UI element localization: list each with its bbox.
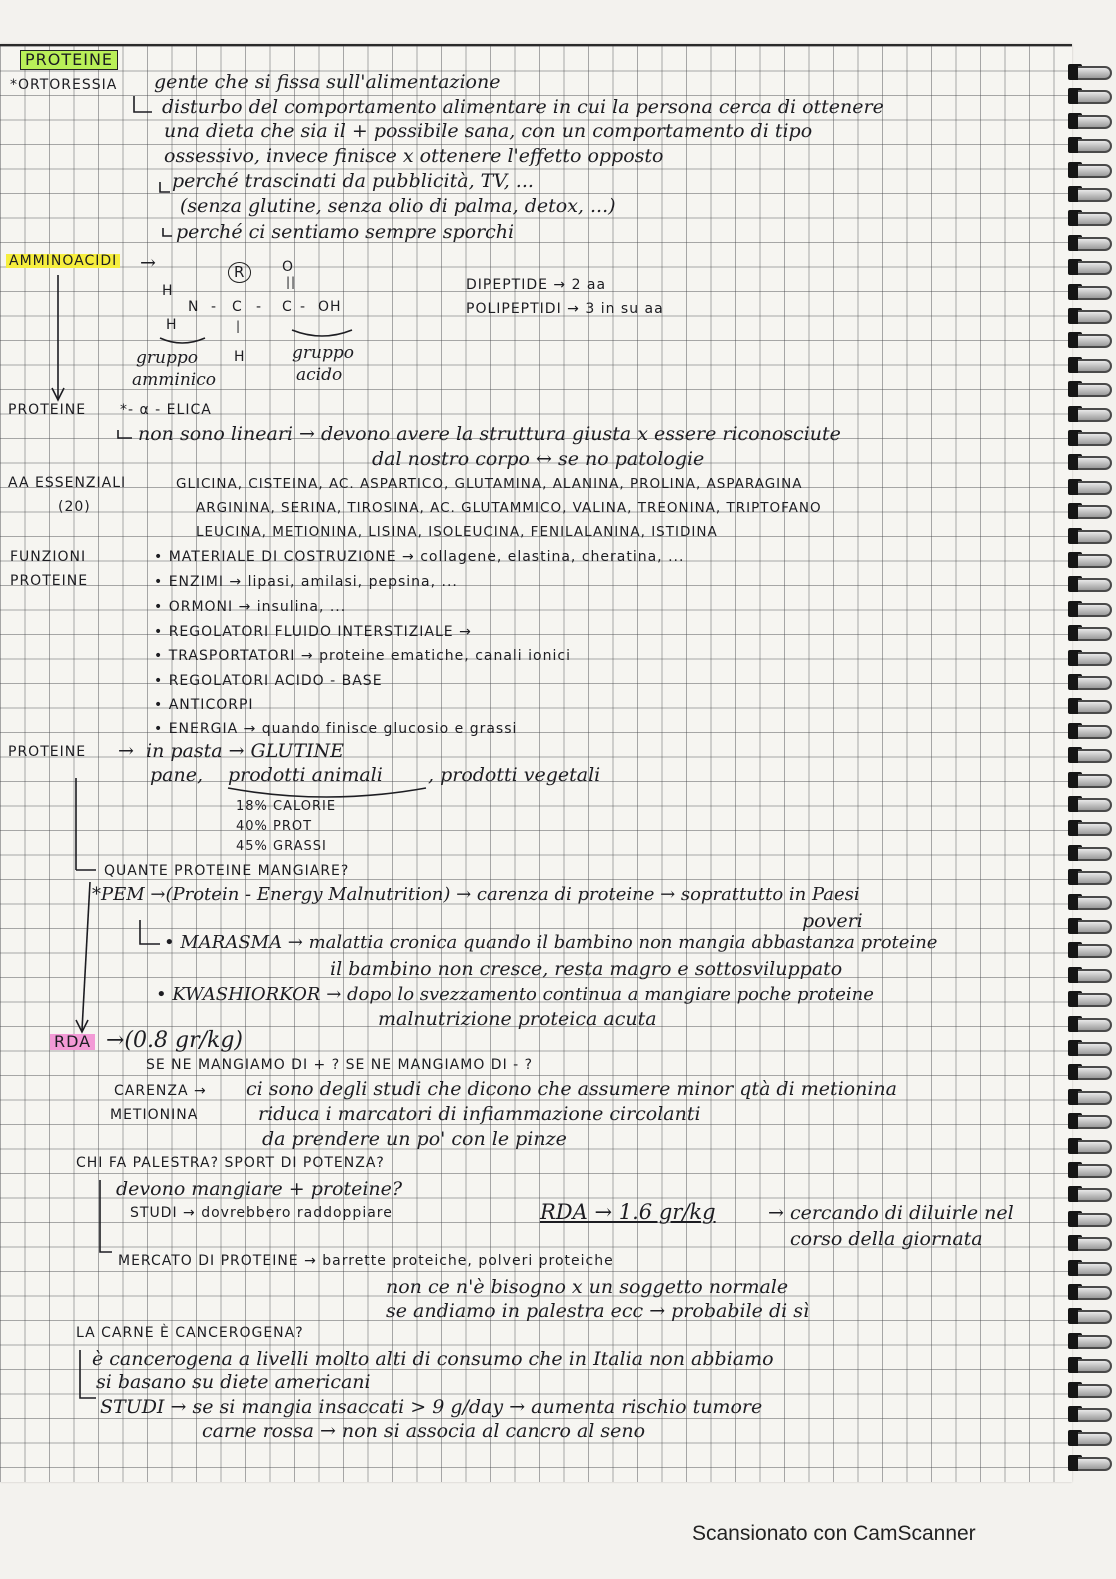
rda-sport-value: RDA → 1.6 gr/kg — [540, 1200, 716, 1224]
palestra-note: devono mangiare + proteine? — [116, 1178, 403, 1200]
composition-stat: 18% CALORIE — [236, 799, 337, 814]
rda-value: →(0.8 gr/kg) — [106, 1028, 244, 1053]
formula-bond: - — [256, 299, 263, 315]
structure-note: dal nostro corpo ↔ se no patologie — [372, 448, 705, 470]
aa-essenziali-label: AA ESSENZIALI — [8, 475, 127, 491]
kwashiorkor-note: malnutrizione proteica acuta — [378, 1008, 657, 1030]
function-item: • ENZIMI → lipasi, amilasi, pepsina, ... — [154, 574, 458, 590]
camscanner-footer: Scansionato con CamScanner — [692, 1522, 976, 1545]
carenza-note: da prendere un po' con le pinze — [262, 1128, 567, 1150]
structure-note: non sono lineari → devono avere la struttura giusta x essere riconosciute — [138, 423, 841, 445]
carenza-label: METIONINA — [110, 1107, 199, 1123]
prodotti-animali: prodotti animali — [228, 764, 383, 786]
proteine-label: PROTEINE — [8, 402, 87, 418]
formula-bond: - — [211, 299, 218, 315]
funzioni-label: PROTEINE — [10, 573, 89, 589]
formula-h: H — [162, 283, 174, 299]
carne-studi: STUDI → se si mangia insaccati > 9 g/day → aumenta rischio tumore — [100, 1396, 763, 1418]
function-item: • ANTICORPI — [154, 697, 254, 713]
acid-group-label: acido — [296, 365, 343, 385]
rda-label: RDA — [50, 1034, 95, 1050]
palestra-question: CHI FA PALESTRA? SPORT DI POTENZA? — [76, 1155, 385, 1171]
function-item: • REGOLATORI FLUIDO INTERSTIZIALE → — [154, 624, 472, 640]
composition-stat: 40% PROT — [236, 819, 313, 834]
ortoressia-line: gente che si fissa sull'alimentazione — [154, 71, 501, 93]
amino-group-label: amminico — [132, 370, 216, 390]
acid-group-label: gruppo — [292, 343, 354, 363]
ortoressia-line: una dieta che sia il + possibile sana, con un comportamento di tipo — [164, 120, 813, 142]
ortoressia-line: (senza glutine, senza olio di palma, detox, ...) — [180, 195, 616, 217]
function-item: • ORMONI → insulina, ... — [154, 599, 347, 615]
pem-note: *PEM →(Protein - Energy Malnutrition) → carenza di proteine → soprattutto in Paesi — [92, 884, 860, 905]
ortoressia-line: ossessivo, invece finisce x ottenere l'effetto opposto — [164, 145, 664, 167]
formula-c: C — [282, 299, 293, 315]
formula-double-bond: || — [286, 275, 297, 289]
pasta-note: in pasta → GLUTINE — [146, 740, 344, 762]
function-item: • TRASPORTATORI → proteine ematiche, canali ionici — [154, 648, 571, 664]
formula-r-group: R — [228, 262, 251, 283]
formula-oh: OH — [318, 299, 342, 315]
pasta-note: pane, — [150, 764, 204, 786]
ortoressia-line: perché trascinati da pubblicità, TV, ... — [172, 170, 534, 192]
page-title: PROTEINE — [20, 50, 118, 70]
quante-proteine-question: QUANTE PROTEINE MANGIARE? — [104, 863, 350, 879]
mercato-note: non ce n'è bisogno x un soggetto normale — [386, 1276, 789, 1298]
carne-note: è cancerogena a livelli molto alti di consumo che in Italia non abbiamo — [92, 1348, 774, 1370]
pem-note: poveri — [802, 910, 863, 932]
formula-c: C — [232, 299, 243, 315]
aa-list-line: LEUCINA, METIONINA, LISINA, ISOLEUCINA, FENILALANINA, ISTIDINA — [196, 524, 718, 540]
aa-list-line: GLICINA, CISTEINA, AC. ASPARTICO, GLUTAMINA, ALANINA, PROLINA, ASPARAGINA — [176, 476, 803, 492]
kwashiorkor-note: • KWASHIORKOR → dopo lo svezzamento continua a mangiare poche proteine — [156, 984, 874, 1005]
prodotti-vegetali: , prodotti vegetali — [428, 764, 601, 786]
polipeptidi-note: POLIPEPTIDI → 3 in su aa — [466, 301, 664, 317]
function-item: • REGOLATORI ACIDO - BASE — [154, 673, 383, 689]
mercato-proteine: MERCATO DI PROTEINE → barrette proteiche, polveri proteiche — [118, 1253, 614, 1269]
amino-group-label: gruppo — [136, 348, 198, 368]
dipeptide-note: DIPEPTIDE → 2 aa — [466, 277, 607, 293]
function-item: • ENERGIA → quando finisce glucosio e grassi — [154, 721, 518, 737]
carne-note: carne rossa → non si associa al cancro al seno — [202, 1420, 646, 1442]
composition-stat: 45% GRASSI — [236, 839, 327, 854]
rda-question: SE NE MANGIAMO DI + ? SE NE MANGIAMO DI - ? — [146, 1057, 534, 1073]
formula-h: H — [234, 349, 246, 365]
proteine-label: PROTEINE — [8, 744, 87, 760]
aa-count: (20) — [58, 499, 91, 515]
formula-h: H — [166, 317, 178, 333]
marasma-note: • MARASMA → malattia cronica quando il bambino non mangia abbastanza proteine — [164, 932, 938, 953]
amminoacidi-label: AMMINOACIDI — [6, 254, 120, 268]
palestra-note: → cercando di diluirle nel — [768, 1202, 1014, 1224]
funzioni-label: FUNZIONI — [10, 549, 87, 565]
carenza-note: ci sono degli studi che dicono che assumere minor qtà di metionina — [246, 1078, 898, 1100]
mercato-note: se andiamo in palestra ecc → probabile di sì — [386, 1300, 810, 1322]
ortoressia-line: disturbo del comportamento alimentare in cui la persona cerca di ottenere — [162, 96, 884, 118]
palestra-note: STUDI → dovrebbero raddoppiare — [130, 1205, 393, 1221]
formula-single-bond: | — [236, 319, 242, 333]
function-item: • MATERIALE DI COSTRUZIONE → collagene, elastina, cheratina, ... — [154, 549, 685, 565]
arrow-icon: → — [140, 252, 156, 274]
formula-n: N — [188, 299, 200, 315]
ortoressia-label: *ORTORESSIA — [10, 77, 118, 93]
carenza-note: riduca i marcatori di infiammazione circolanti — [258, 1103, 701, 1125]
carne-note: si basano su diete americani — [96, 1371, 371, 1393]
carne-question: LA CARNE È CANCEROGENA? — [76, 1325, 304, 1341]
ortoressia-line: perché ci sentiamo sempre sporchi — [176, 221, 515, 243]
marasma-note: il bambino non cresce, resta magro e sottosviluppato — [330, 958, 843, 980]
formula-bond: - — [300, 299, 307, 315]
palestra-note: corso della giornata — [790, 1228, 983, 1250]
arrow-icon: → — [118, 740, 134, 762]
carenza-label: CARENZA → — [114, 1083, 207, 1099]
aa-list-line: ARGININA, SERINA, TIROSINA, AC. GLUTAMMICO, VALINA, TREONINA, TRIPTOFANO — [196, 500, 822, 516]
formula-oxygen: O — [282, 259, 295, 275]
alfa-elica: *- α - ELICA — [120, 402, 212, 418]
